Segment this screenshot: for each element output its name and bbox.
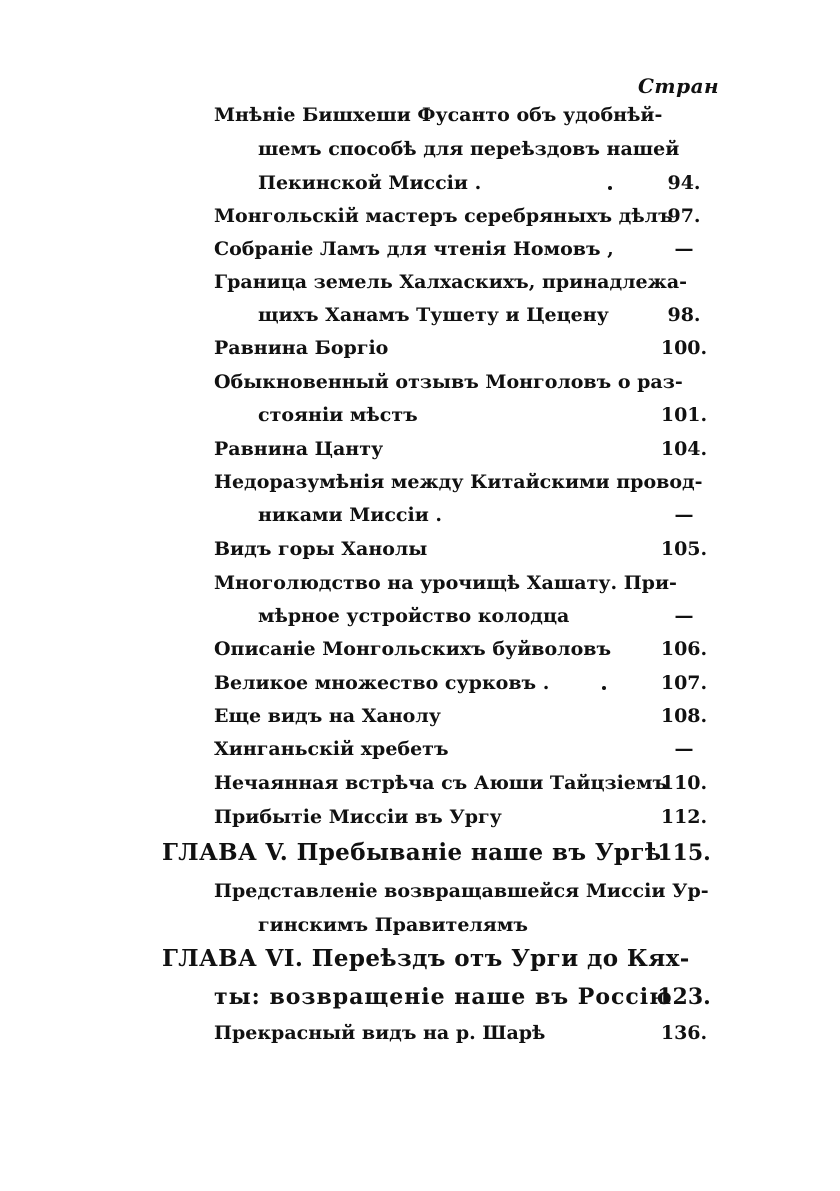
toc-entry-line: Видъ горы Ханолы [214, 538, 428, 560]
toc-entry-line: никами Миссіи . [258, 504, 443, 526]
toc-entry-line: Хинганьскій хребетъ [214, 738, 449, 760]
toc-entry-line: Равнина Цанту [214, 438, 384, 460]
toc-entry-line: Граница земель Халхаскихъ, принадлежа- [214, 271, 688, 293]
toc-page-number: 115. [657, 840, 711, 866]
toc-page-number: 136. [660, 1022, 708, 1044]
toc-page-number: 104. [660, 438, 708, 460]
toc-entry-line: Недоразумѣнія между Китайскими провод- [214, 471, 703, 493]
toc-entry-line: шемъ способѣ для переѣздовъ нашей [258, 138, 680, 160]
toc-entry-line: Обыкновенный отзывъ Монголовъ о раз- [214, 371, 683, 393]
toc-page-number: 97. [667, 205, 701, 227]
stray-dot [602, 686, 606, 690]
toc-entry-line: Великое множество сурковъ . [214, 672, 550, 694]
toc-page-number: 110. [660, 772, 708, 794]
toc-page-number: 105. [660, 538, 708, 560]
toc-entry-line: Прекрасный видъ на р. Шарѣ [214, 1022, 546, 1044]
toc-page-number: 94. [667, 172, 701, 194]
toc-entry-line: Собраніе Ламъ для чтенія Номовъ , [214, 238, 614, 260]
toc-entry-line: Прибытіе Миссіи въ Ургу [214, 806, 502, 828]
toc-page-number: 106. [660, 638, 708, 660]
toc-entry-line: щихъ Ханамъ Тушету и Цецену [258, 304, 609, 326]
toc-entry-line: Пекинской Миссіи . [258, 172, 482, 194]
toc-entry-line: мѣрное устройство колодца [258, 605, 570, 627]
chapter-heading: ГЛАВА VI. Переѣздъ отъ Урги до Кях- [162, 945, 690, 972]
toc-entry-line: гинскимъ Правителямъ [258, 914, 528, 936]
toc-entry-line: Многолюдство на урочищѣ Хашату. При- [214, 572, 677, 594]
stray-dot [608, 186, 612, 190]
toc-entry-line: Представленіе возвращавшейся Миссіи Ур- [214, 880, 709, 902]
chapter-heading: ГЛАВА V. Пребываніе наше въ Ургѣ [162, 839, 662, 866]
toc-entry-line: Еще видъ на Ханолу [214, 705, 441, 727]
toc-page-number: — [674, 504, 694, 526]
toc-page-number: 100. [660, 337, 708, 359]
toc-entry-line: Монгольскій мастеръ серебряныхъ дѣлъ [214, 205, 673, 227]
chapter-heading-cont: ты: возвращеніе наше въ Россію [214, 984, 673, 1010]
toc-page-number: 123. [657, 984, 711, 1010]
toc-entry-line: стояніи мѣстъ [258, 404, 418, 426]
toc-page-number: 112. [660, 806, 708, 828]
toc-entry-line: Равнина Боргіо [214, 337, 389, 359]
toc-page-number: — [674, 238, 694, 260]
toc-page-number: — [674, 605, 694, 627]
toc-entry-line: Нечаянная встрѣча съ Аюши Тайцзіемъ [214, 772, 668, 794]
toc-entry-line: Мнѣніе Бишхеши Фусанто объ удобнѣй- [214, 104, 663, 126]
toc-page-number: 108. [660, 705, 708, 727]
toc-page-number: 98. [667, 304, 701, 326]
toc-entry-line: Описаніе Монгольскихъ буйволовъ [214, 638, 612, 660]
toc-page-number: — [674, 738, 694, 760]
page-column-header: Стран [638, 74, 720, 98]
toc-page-number: 101. [660, 404, 708, 426]
toc-page-number: 107. [660, 672, 708, 694]
